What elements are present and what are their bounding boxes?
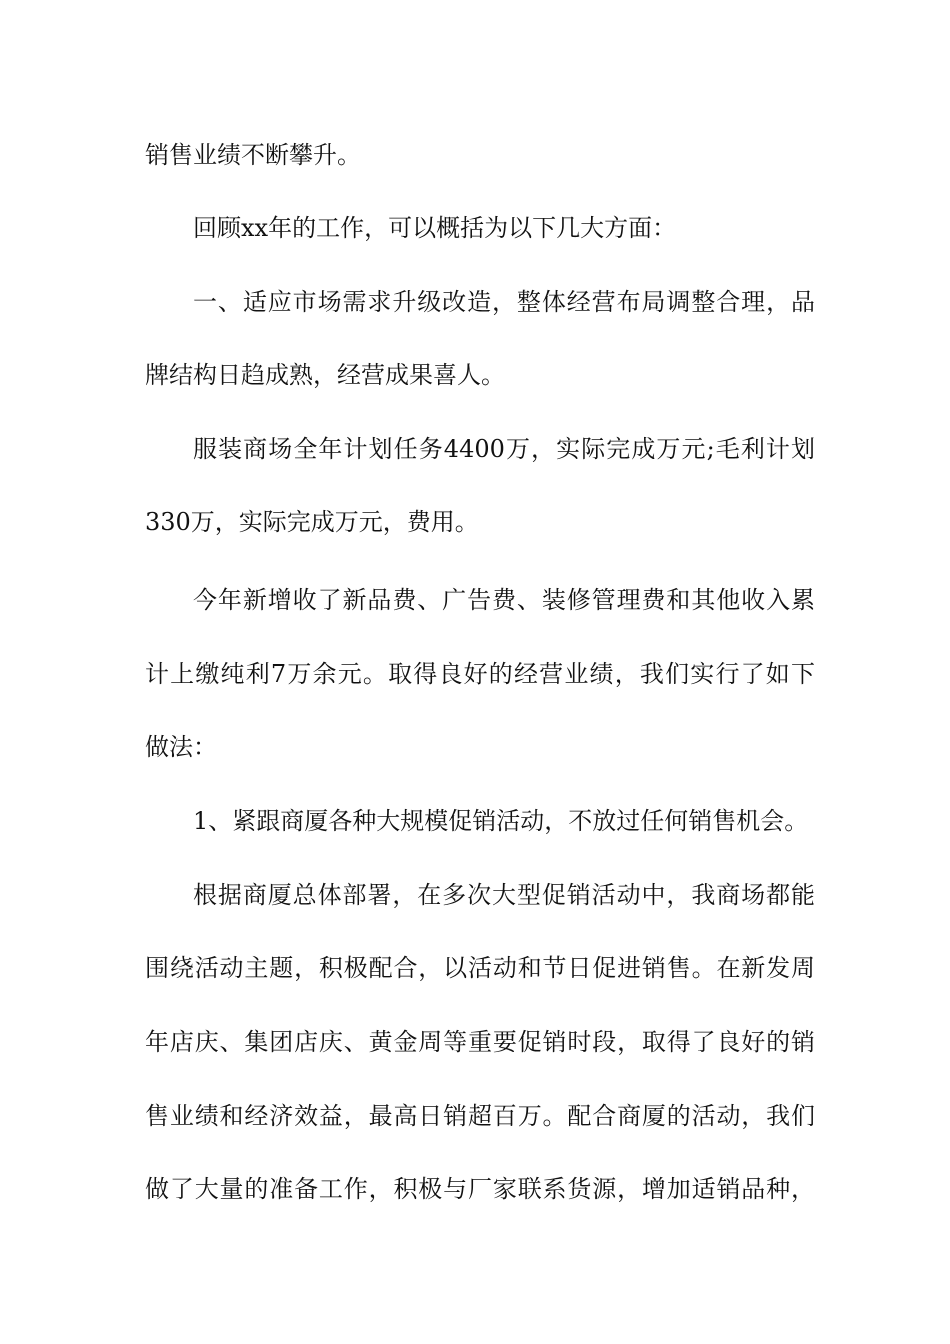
text-line: 今年新增收了新品费、广告费、装修管理费和其他收入累 [193,586,815,614]
text-line: 回顾xx年的工作，可以概括为以下几大方面： [193,214,677,242]
text-line: 服装商场全年计划任务4400万，实际完成万元;毛利计划 [193,435,815,463]
text-line: 1、紧跟商厦各种大规模促销活动，不放过任何销售机会。 [193,807,809,835]
text-line: 根据商厦总体部署，在多次大型促销活动中，我商场都能 [193,881,815,909]
text-line: 做了大量的准备工作，积极与厂家联系货源，增加适销品种， [145,1175,815,1203]
text-line: 做法： [145,733,217,761]
text-line: 牌结构日趋成熟，经营成果喜人。 [145,361,505,389]
text-line: 一、适应市场需求升级改造，整体经营布局调整合理，品 [193,288,815,316]
text-line: 售业绩和经济效益，最高日销超百万。配合商厦的活动，我们 [145,1102,815,1130]
text-line: 计上缴纯利7万余元。取得良好的经营业绩，我们实行了如下 [145,660,815,688]
text-line: 年店庆、集团店庆、黄金周等重要促销时段，取得了良好的销 [145,1028,815,1056]
text-line: 销售业绩不断攀升。 [145,141,361,169]
text-line: 围绕活动主题，积极配合，以活动和节日促进销售。在新发周 [145,954,815,982]
text-line: 330万，实际完成万元，费用。 [145,508,479,536]
